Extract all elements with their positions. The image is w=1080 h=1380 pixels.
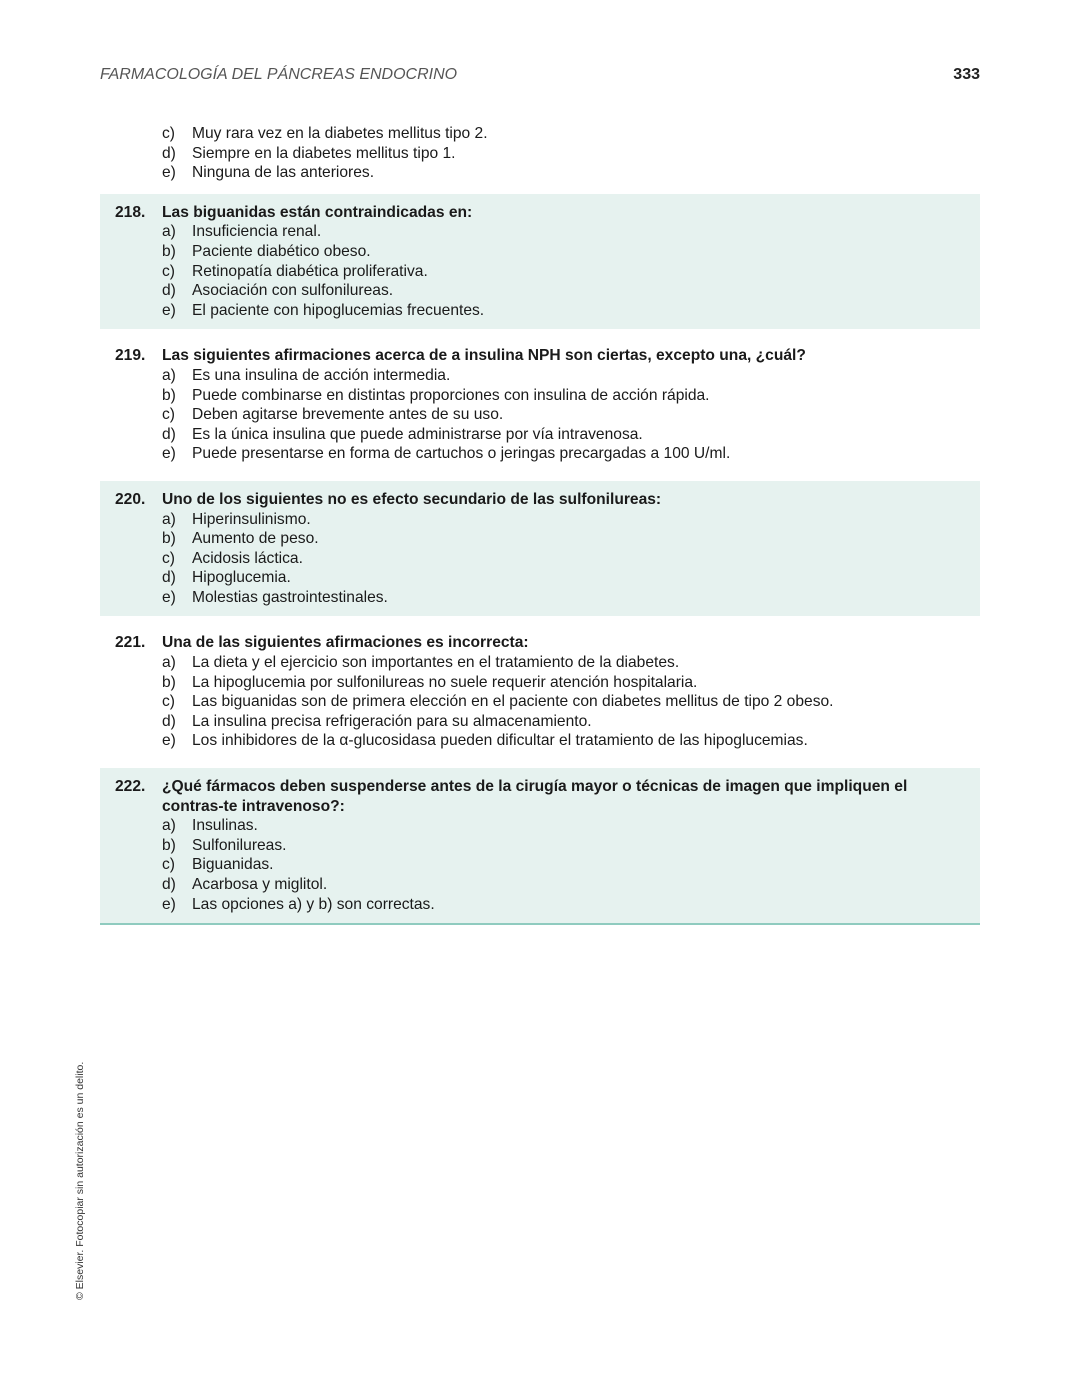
option-item <box>100 301 980 321</box>
option-text: Siempre en la diabetes mellitus tipo 1. <box>192 144 456 162</box>
option-item <box>100 549 980 569</box>
option-letter: d) <box>162 712 176 730</box>
option-text: El paciente con hipoglucemias frecuentes. <box>192 301 485 319</box>
option-letter: c) <box>162 856 175 874</box>
option-letter: e) <box>162 445 176 463</box>
option-list <box>100 222 980 320</box>
option-letter: a) <box>162 366 176 384</box>
option-text: Hiperinsulinismo. <box>192 510 311 528</box>
option-item <box>100 163 980 183</box>
option-text: La insulina precisa refrigeración para su almacenamiento. <box>192 712 592 730</box>
option-letter: a) <box>162 510 176 528</box>
option-letter: b) <box>162 530 176 548</box>
option-item <box>100 144 980 164</box>
option-letter: c) <box>162 262 175 280</box>
option-letter: c) <box>162 693 175 711</box>
option-letter: d) <box>162 425 176 443</box>
page-header <box>100 66 980 90</box>
option-text: Muy rara vez en la diabetes mellitus tipo 2. <box>192 125 488 142</box>
option-list <box>100 510 980 608</box>
running-header-title: FARMACOLOGÍA DEL PÁNCREAS ENDOCRINO <box>100 66 458 83</box>
option-item <box>100 731 980 751</box>
option-text: Insuficiencia renal. <box>192 223 322 241</box>
option-item <box>100 386 980 406</box>
option-item <box>100 895 980 915</box>
option-item <box>100 692 980 712</box>
option-item <box>100 510 980 530</box>
option-letter: d) <box>162 876 176 893</box>
question-header <box>100 490 980 510</box>
option-letter: e) <box>162 588 176 606</box>
option-letter: e) <box>162 164 176 182</box>
option-letter: e) <box>162 301 176 319</box>
option-letter: d) <box>162 144 176 162</box>
option-letter: e) <box>162 895 176 913</box>
copyright-text: © Elsevier. Fotocopiar sin autorización es un delito. <box>74 1061 86 1300</box>
question-218 <box>100 194 980 330</box>
option-text: Los inhibidores de la α-glucosidasa pueden dificultar el tratamiento de las hipoglucemias. <box>192 732 808 750</box>
option-letter: e) <box>162 732 176 750</box>
option-text: Acarbosa y miglitol. <box>192 876 328 893</box>
option-item <box>100 405 980 425</box>
option-list <box>100 366 980 464</box>
question-list <box>100 124 980 933</box>
question-header <box>100 777 980 816</box>
option-letter: c) <box>162 125 175 142</box>
question-text: ¿Qué fármacos deben suspenderse antes de la cirugía mayor o técnicas de imagen que impliquen el contras-te intravenoso?: <box>162 778 908 815</box>
option-list <box>100 816 980 914</box>
question-number: 220. <box>115 490 146 508</box>
option-item <box>100 875 980 895</box>
continued-question-options <box>100 124 980 183</box>
option-item <box>100 262 980 282</box>
option-text: Asociación con sulfonilureas. <box>192 282 394 300</box>
option-item <box>100 673 980 693</box>
option-letter: d) <box>162 569 176 587</box>
option-text: La hipoglucemia por sulfonilureas no suele requerir atención hospitalaria. <box>192 673 698 691</box>
question-text: Uno de los siguientes no es efecto secundario de las sulfonilureas: <box>162 490 662 508</box>
page-number: 333 <box>953 66 980 83</box>
option-item <box>100 242 980 262</box>
option-letter: b) <box>162 673 176 691</box>
option-text: Puede combinarse en distintas proporciones con insulina de acción rápida. <box>192 386 710 404</box>
option-item <box>100 281 980 301</box>
question-222 <box>100 768 980 925</box>
option-item <box>100 222 980 242</box>
option-text: Las opciones a) y b) son correctas. <box>192 895 435 913</box>
question-header <box>100 346 980 366</box>
option-item <box>100 855 980 875</box>
question-header <box>100 633 980 653</box>
option-item <box>100 425 980 445</box>
question-number: 218. <box>115 203 146 221</box>
option-text: Es una insulina de acción intermedia. <box>192 366 451 384</box>
option-text: Aumento de peso. <box>192 530 319 548</box>
option-letter: b) <box>162 836 176 854</box>
option-item <box>100 366 980 386</box>
option-item <box>100 444 980 464</box>
option-letter: d) <box>162 282 176 300</box>
option-text: Las biguanidas son de primera elección en el paciente con diabetes mellitus de tipo 2 obeso. <box>192 693 834 711</box>
option-text: La dieta y el ejercicio son importantes en el tratamiento de la diabetes. <box>192 654 680 672</box>
option-letter: a) <box>162 223 176 241</box>
option-text: Paciente diabético obeso. <box>192 242 371 260</box>
option-item <box>100 124 980 144</box>
option-text: Retinopatía diabética proliferativa. <box>192 262 428 280</box>
option-item <box>100 568 980 588</box>
option-text: Deben agitarse brevemente antes de su uso. <box>192 406 504 424</box>
option-text: Hipoglucemia. <box>192 569 291 587</box>
option-text: Es la única insulina que puede administrarse por vía intravenosa. <box>192 425 643 443</box>
option-letter: a) <box>162 654 176 672</box>
question-220 <box>100 481 980 617</box>
option-item <box>100 712 980 732</box>
option-list <box>100 653 980 751</box>
option-text: Puede presentarse en forma de cartuchos o jeringas precargadas a 100 U/ml. <box>192 445 731 463</box>
option-text: Sulfonilureas. <box>192 836 287 854</box>
option-item <box>100 836 980 856</box>
option-letter: c) <box>162 406 175 424</box>
option-item <box>100 588 980 608</box>
question-text: Las biguanidas están contraindicadas en: <box>162 203 473 221</box>
option-text: Ninguna de las anteriores. <box>192 164 375 182</box>
option-text: Insulinas. <box>192 817 258 835</box>
question-number: 222. <box>115 778 146 796</box>
option-letter: c) <box>162 549 175 567</box>
option-item <box>100 816 980 836</box>
option-text: Acidosis láctica. <box>192 549 303 567</box>
question-header <box>100 203 980 223</box>
option-list <box>100 124 980 183</box>
question-number: 219. <box>115 347 146 365</box>
option-text: Biguanidas. <box>192 856 274 874</box>
option-text: Molestias gastrointestinales. <box>192 588 388 606</box>
option-letter: a) <box>162 817 176 835</box>
copyright-side-note <box>74 1060 88 1300</box>
question-219 <box>100 337 980 473</box>
question-221 <box>100 624 980 760</box>
option-letter: b) <box>162 386 176 404</box>
question-text: Las siguientes afirmaciones acerca de a insulina NPH son ciertas, excepto una, ¿cuál? <box>162 347 806 365</box>
option-letter: b) <box>162 242 176 260</box>
question-number: 221. <box>115 634 146 652</box>
option-item <box>100 529 980 549</box>
question-text: Una de las siguientes afirmaciones es incorrecta: <box>162 634 529 652</box>
option-item <box>100 653 980 673</box>
